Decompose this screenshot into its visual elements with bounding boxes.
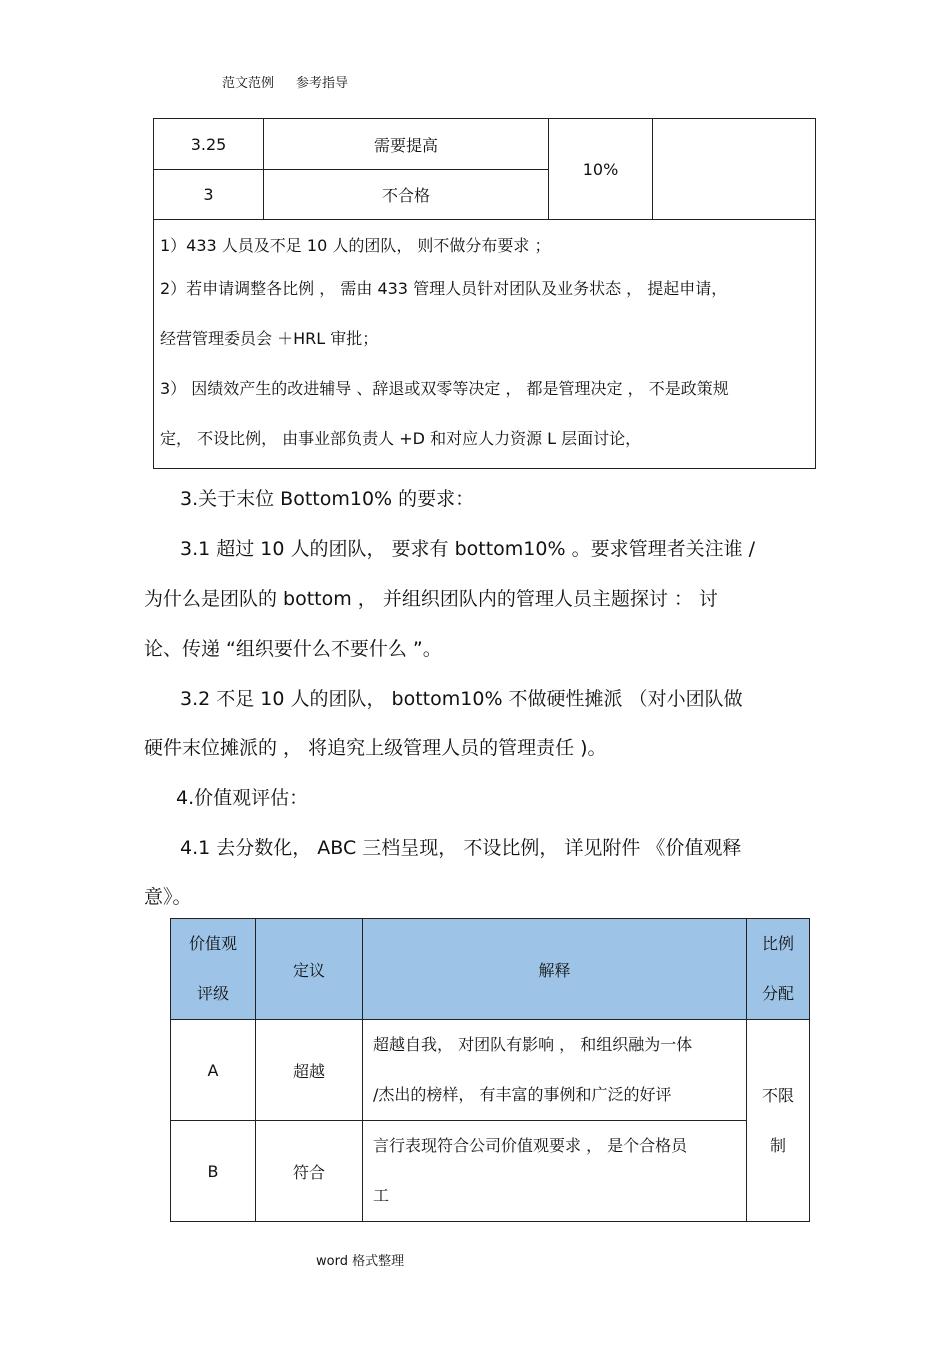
section-3-title: 3.关于末位 Bottom10% 的要求： — [180, 488, 475, 510]
ratio-line: 制 — [769, 1135, 786, 1155]
note-line: 定， 不设比例， 由事业部负责人 +D 和对应人力资源 L 层面讨论， — [160, 429, 642, 448]
table-header-row — [171, 919, 810, 1020]
label-cell: 需要提高 — [264, 119, 549, 170]
paragraph-4-1-line: 意》。 — [144, 886, 192, 908]
explanation-line: /杰出的榜样， 有丰富的事例和广泛的好评 — [373, 1085, 672, 1104]
notes-row — [154, 220, 816, 469]
note-line: 3） 因绩效产生的改进辅导 、辞退或双零等决定 ， 都是管理决定 ， 不是政策规 — [160, 379, 729, 398]
definition-cell: 符合 — [256, 1121, 363, 1222]
explanation-line: 工 — [373, 1186, 390, 1205]
ratio-header-line: 比例 — [761, 934, 794, 953]
label-cell: 不合格 — [264, 170, 549, 220]
table-row — [154, 119, 816, 170]
definition-cell: 超越 — [256, 1020, 363, 1121]
grade-cell: B — [171, 1121, 256, 1222]
definition-header: 定议 — [256, 919, 363, 1020]
grade-header-line: 评级 — [196, 984, 229, 1003]
explanation-header: 解释 — [363, 919, 747, 1020]
header-right: 参考指导 — [296, 76, 349, 91]
explanation-line: 言行表现符合公司价值观要求 ， 是个合格员 — [373, 1136, 688, 1155]
ratio-line: 不限 — [761, 1085, 794, 1105]
paragraph-3-1-line: 3.1 超过 10 人的团队， 要求有 bottom10% 。要求管理者关注谁 / — [180, 538, 756, 560]
score-cell: 3 — [154, 170, 264, 220]
grade-cell: A — [171, 1020, 256, 1121]
grade-header-line: 价值观 — [188, 934, 237, 953]
score-cell: 3.25 — [154, 119, 264, 170]
grade-header — [171, 919, 256, 1020]
page-footer: word 格式整理 — [316, 1254, 405, 1269]
section-4-title: 4.价值观评估： — [176, 787, 309, 809]
header-left: 范文范例 — [222, 76, 275, 91]
table-row — [171, 1020, 810, 1121]
paragraph-4-1-line: 4.1 去分数化， ABC 三档呈现， 不设比例， 详见附件 《价值观释 — [180, 837, 742, 859]
ratio-header-line: 分配 — [761, 984, 794, 1003]
ratio-cell: 10% — [549, 119, 653, 220]
ratio-header — [747, 919, 810, 1020]
ratio-cell — [747, 1020, 810, 1222]
table-row — [171, 1121, 810, 1222]
empty-cell — [653, 119, 816, 220]
explanation-cell — [363, 1121, 747, 1222]
page-header — [222, 72, 348, 91]
paragraph-3-1-line: 论、传递 “组织要什么不要什么 ”。 — [144, 638, 442, 660]
note-line: 2）若申请调整各比例 ， 需由 433 管理人员针对团队及业务状态 ， 提起申请， — [160, 279, 728, 298]
notes-cell — [154, 220, 816, 469]
performance-ratio-table — [153, 118, 816, 469]
paragraph-3-2-line: 3.2 不足 10 人的团队， bottom10% 不做硬性摊派 （对小团队做 — [180, 688, 743, 710]
explanation-line: 超越自我， 对团队有影响 ， 和组织融为一体 — [373, 1035, 693, 1054]
value-assessment-table — [170, 918, 810, 1222]
note-line: 经营管理委员会 ＋HRL 审批； — [160, 329, 379, 348]
note-line: 1）433 人员及不足 10 人的团队， 则不做分布要求 ； — [160, 236, 551, 255]
paragraph-3-1-line: 为什么是团队的 bottom ， 并组织团队内的管理人员主题探讨 ： 讨 — [144, 588, 718, 610]
explanation-cell — [363, 1020, 747, 1121]
paragraph-3-2-line: 硬件末位摊派的 ， 将追究上级管理人员的管理责任 )。 — [144, 737, 607, 759]
